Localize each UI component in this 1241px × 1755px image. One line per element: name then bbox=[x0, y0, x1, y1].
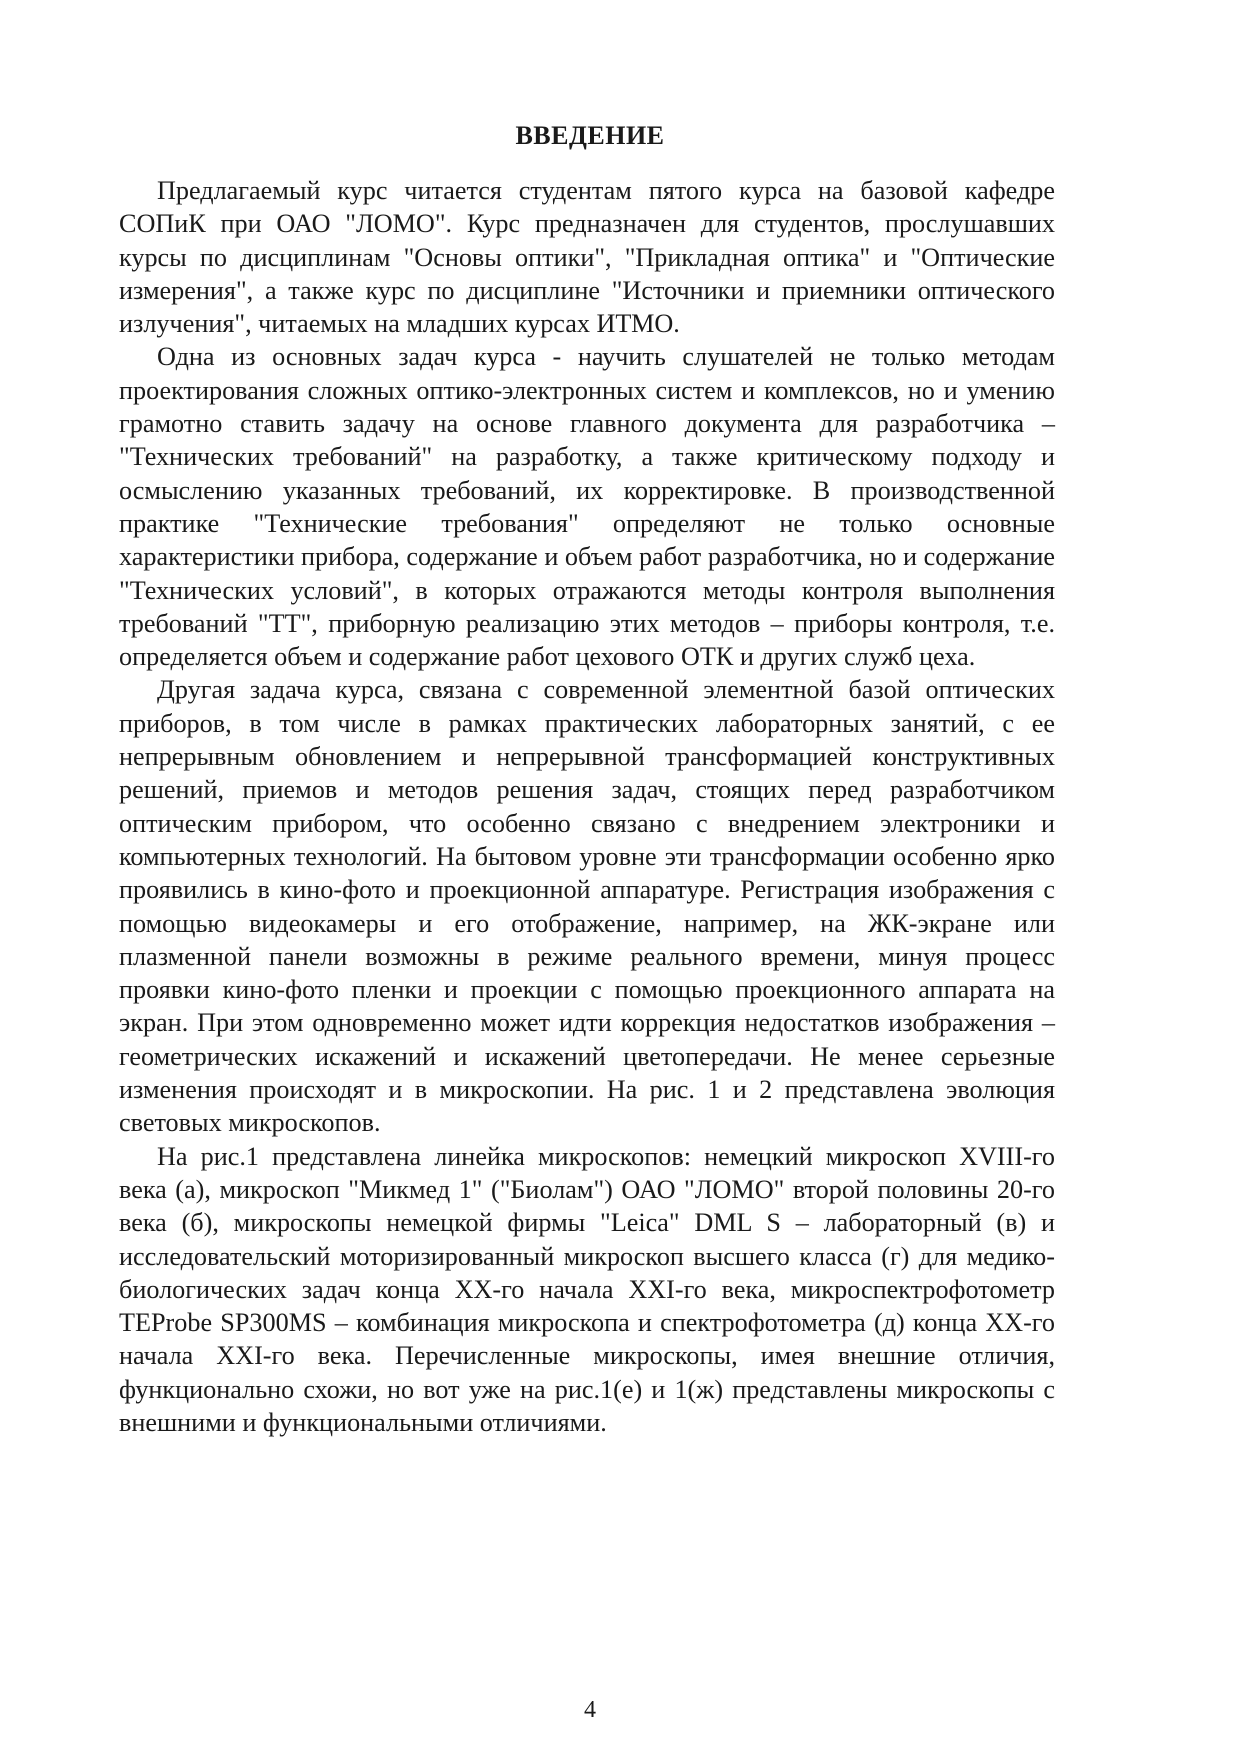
paragraph-task-two: Другая задача курса, связана с современной элементной базой оптических приборов, в том числе в рамках практических лабораторных занятий, с ее непрерывным обновлением и непрерывной трансформацией конструктивных решений, приемов и методов решения задач, стоящих перед разработчиком оптическим прибором, что особенно связано с внедрением электроники и компьютерных технологий. На бытовом уровне эти трансформации особенно ярко проявились в кино-фото и проекционной аппаратуре. Регистрация изображения с помощью видеокамеры и его отображение, например, на ЖК-экране или плазменной панели возможны в режиме реального времени, минуя процесс проявки кино-фото пленки и проекции с помощью проекционного аппарата на экран. При этом одновременно может идти коррекция недостатков изображения – геометрических искажений и искажений цветопередачи. Не менее серьезные изменения происходят и в микроскопии. На рис. 1 и 2 представлена эволюция световых микроскопов. bbox=[119, 675, 1055, 1138]
page-number: 4 bbox=[584, 1697, 596, 1723]
paragraph-task-one: Одна из основных задач курса - научить слушателей не только методам проектирования сложных оптико-электронных систем и комплексов, но и умению грамотно ставить задачу на основе главного документа для разработчика – "Технических требований" на разработку, а также критическому подходу и осмыслению указанных требований, их корректировке. В производственной практике "Технические требования" определяют не только основные характеристики прибора, содержание и объем работ разработчика, но и содержание "Технических условий", в которых отражаются методы контроля выполнения требований "ТТ", приборную реализацию этих методов – приборы контроля, т.е. определяется объем и содержание работ цехового ОТК и других служб цеха. bbox=[119, 342, 1055, 672]
paragraph-microscopes: На рис.1 представлена линейка микроскопов: немецкий микроскоп XVIII-го века (а), микроскоп "Микмед 1" ("Биолам") ОАО "ЛОМО" второй половины 20-го века (б), микроскопы немецкой фирмы "Leica" DML S – лабораторный (в) и исследовательский моторизированный микроскоп высшего класса (г) для медико-биологических задач конца XX-го начала XXI-го века, микроспектрофотометр TEProbe SP300MS – комбинация микроскопа и спектрофотометра (д) конца XX-го начала XXI-го века. Перечисленные микроскопы, имея внешние отличия, функционально схожи, но вот уже на рис.1(е) и 1(ж) представлены микроскопы с внешними и функциональными отличиями. bbox=[119, 1141, 1055, 1437]
body-text bbox=[119, 174, 1055, 1439]
section-title: ВВЕДЕНИЕ bbox=[515, 121, 665, 150]
paragraph-intro: Предлагаемый курс читается студентам пятого курса на базовой кафедре СОПиК при ОАО "ЛОМО". Курс предназначен для студентов, прослушавших курсы по дисциплинам "Основы оптики", "Прикладная оптика" и "Оптические измерения", а также курс по дисциплине "Источники и приемники оптического излучения", читаемых на младших курсах ИТМО. bbox=[119, 176, 1055, 339]
